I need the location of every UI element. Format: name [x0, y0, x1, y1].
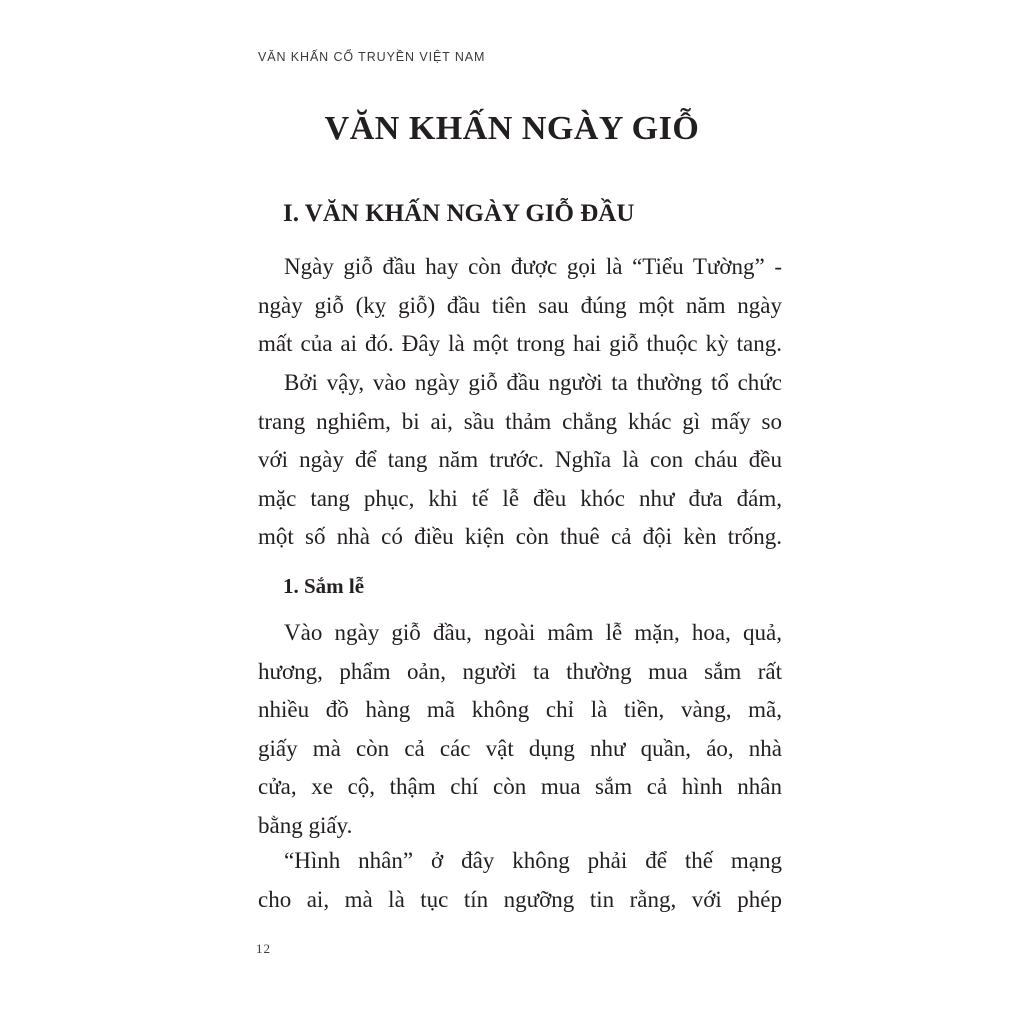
section-heading: I. VĂN KHẤN NGÀY GIỖ ĐẦU — [283, 200, 635, 227]
paragraph — [258, 614, 782, 845]
paragraph — [258, 248, 782, 364]
paragraph-line: bằng giấy. — [258, 812, 353, 838]
chapter-title: VĂN KHẤN NGÀY GIỖ — [324, 110, 700, 147]
paragraph-line: Bởi vậy, vào ngày giỗ đầu người ta thường tổ chức — [284, 370, 782, 395]
subsection-heading: 1. Sắm lễ — [283, 574, 365, 598]
paragraph-line: cho ai, mà là tục tín ngưỡng tin rằng, với phép — [258, 886, 782, 912]
paragraph-line: Vào ngày giỗ đầu, ngoài mâm lễ mặn, hoa, quả, — [284, 620, 782, 645]
running-header: VĂN KHẤN CỔ TRUYỀN VIỆT NAM — [258, 50, 486, 64]
paragraph-line: trang nghiêm, bi ai, sầu thảm chẳng khác gì mấy so — [258, 408, 782, 434]
paragraph — [258, 842, 782, 919]
paragraph-line: ngày giỗ (kỵ giỗ) đầu tiên sau đúng một năm ngày — [258, 292, 782, 318]
paragraph-line: với ngày để tang năm trước. Nghĩa là con cháu đều — [258, 447, 782, 472]
paragraph-line: mặc tang phục, khi tế lễ đều khóc như đưa đám, — [258, 485, 782, 511]
paragraph-line: một số nhà có điều kiện còn thuê cả đội kèn trống. — [258, 524, 782, 549]
paragraph-line: nhiều đồ hàng mã không chỉ là tiền, vàng, mã, — [258, 697, 782, 722]
paragraph-line: “Hình nhân” ở đây không phải để thế mạng — [284, 848, 782, 873]
paragraph-line: Ngày giỗ đầu hay còn được gọi là “Tiểu Tường” - — [284, 254, 782, 279]
paragraph — [258, 364, 782, 557]
paragraph-line: cửa, xe cộ, thậm chí còn mua sắm cả hình nhân — [258, 774, 782, 799]
paragraph-line: hương, phẩm oản, người ta thường mua sắm rất — [258, 658, 782, 684]
paragraph-line: mất của ai đó. Đây là một trong hai giỗ thuộc kỳ tang. — [258, 331, 782, 356]
page-number: 12 — [256, 941, 271, 956]
paragraph-line: giấy mà còn cả các vật dụng như quần, áo, nhà — [258, 735, 782, 761]
